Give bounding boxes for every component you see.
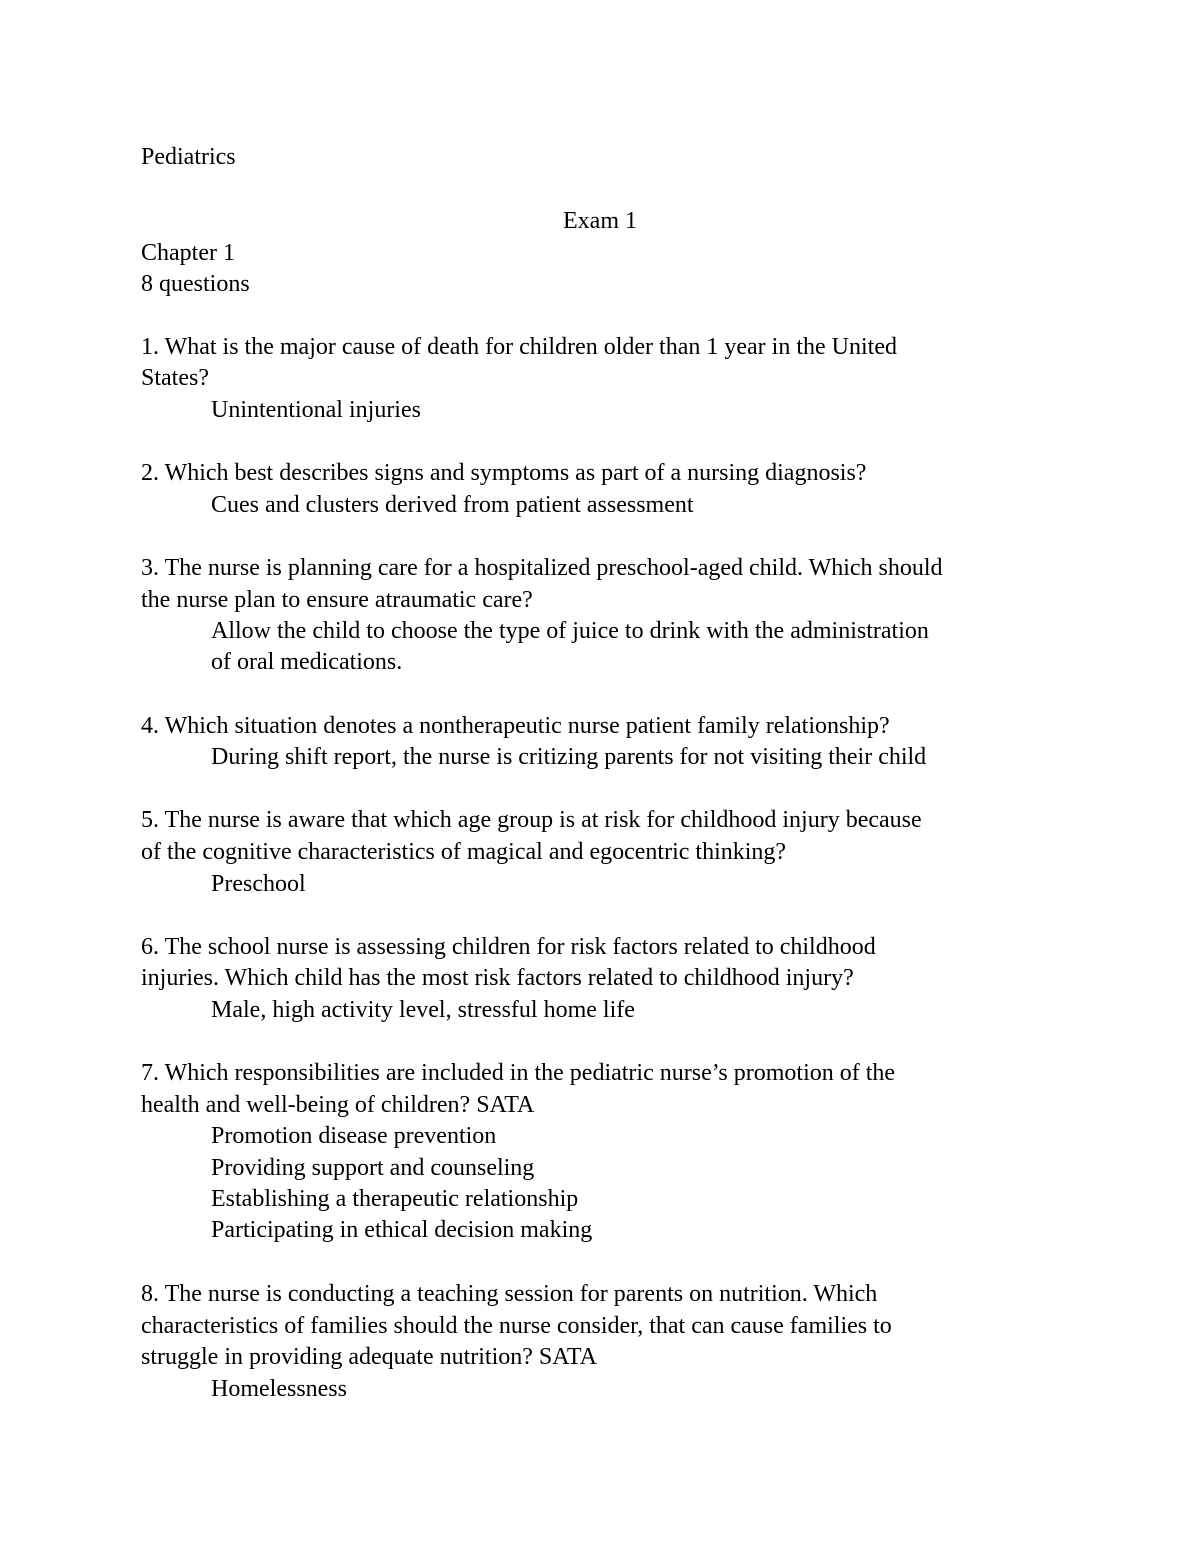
answer-text: Allow the child to choose the type of juice to drink with the administration — [211, 618, 929, 644]
question-text: of the cognitive characteristics of magical and egocentric thinking? — [141, 839, 787, 865]
answer-text: Preschool — [211, 871, 306, 897]
question-text: 7. Which responsibilities are included in the pediatric nurse’s promotion of the — [141, 1060, 896, 1086]
question-text: 8. The nurse is conducting a teaching session for parents on nutrition. Which — [141, 1281, 878, 1307]
question-text: health and well-being of children? SATA — [141, 1092, 535, 1118]
question-text: 1. What is the major cause of death for children older than 1 year in the United — [141, 334, 897, 360]
question-text: 4. Which situation denotes a nontherapeutic nurse patient family relationship? — [141, 713, 890, 739]
question-text: States? — [141, 365, 209, 391]
answer-text: Cues and clusters derived from patient assessment — [211, 492, 694, 518]
question-text: the nurse plan to ensure atraumatic care? — [141, 587, 533, 613]
answer-text: Male, high activity level, stressful home life — [211, 997, 635, 1023]
question-text: 2. Which best describes signs and symptoms as part of a nursing diagnosis? — [141, 460, 867, 486]
answer-text: During shift report, the nurse is critizing parents for not visiting their child — [211, 744, 927, 770]
answer-text: Establishing a therapeutic relationship — [211, 1186, 579, 1212]
course-title: Pediatrics — [141, 144, 236, 170]
exam-title: Exam 1 — [563, 208, 637, 234]
answer-text: Promotion disease prevention — [211, 1123, 497, 1149]
answer-text: Participating in ethical decision making — [211, 1217, 593, 1243]
answer-text: of oral medications. — [211, 649, 403, 675]
question-text: injuries. Which child has the most risk factors related to childhood injury? — [141, 965, 854, 991]
question-count: 8 questions — [141, 271, 250, 297]
question-text: 3. The nurse is planning care for a hospitalized preschool-aged child. Which should — [141, 555, 943, 581]
chapter-heading: Chapter 1 — [141, 240, 235, 266]
question-text: struggle in providing adequate nutrition? SATA — [141, 1344, 597, 1370]
question-text: 5. The nurse is aware that which age group is at risk for childhood injury because — [141, 807, 922, 833]
answer-text: Unintentional injuries — [211, 397, 421, 423]
question-text: characteristics of families should the nurse consider, that can cause families to — [141, 1313, 892, 1339]
answer-text: Providing support and counseling — [211, 1155, 535, 1181]
answer-text: Homelessness — [211, 1376, 347, 1402]
question-text: 6. The school nurse is assessing children for risk factors related to childhood — [141, 934, 876, 960]
